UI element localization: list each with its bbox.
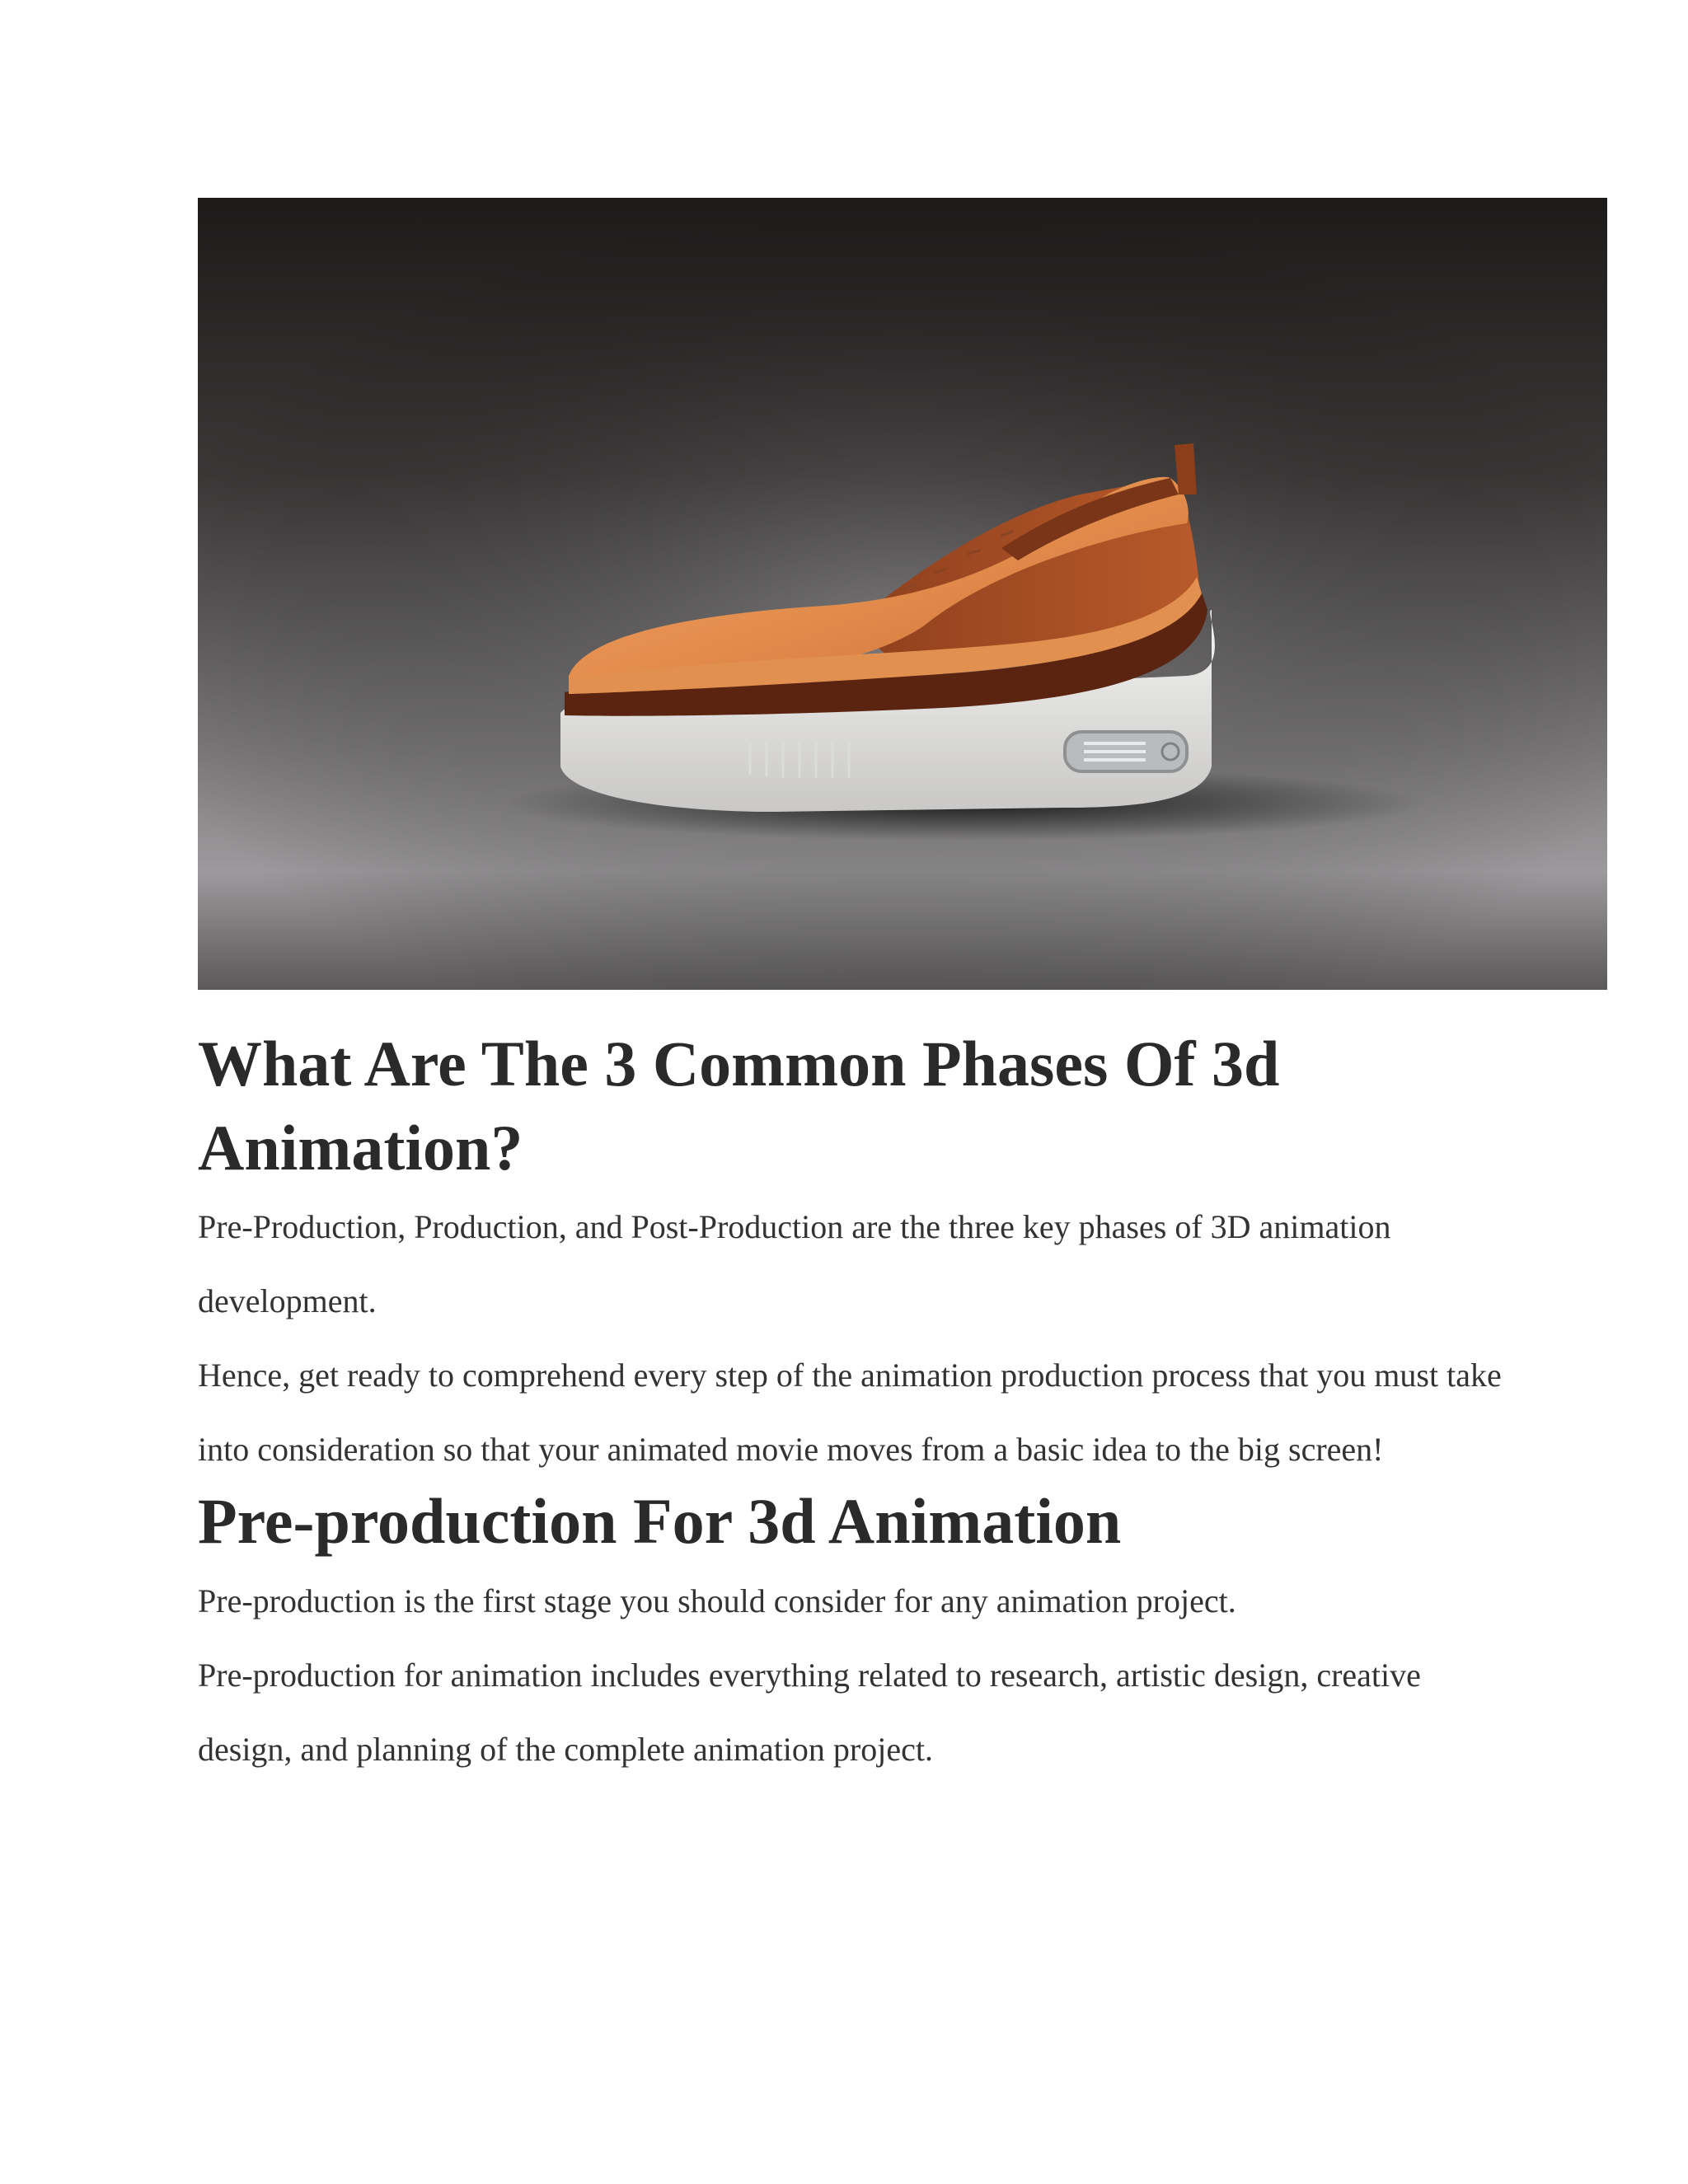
article-paragraph: Hence, get ready to comprehend every step of the animation production process that you must take into consideration so that your animated movie moves from a basic idea to the big screen!: [198, 1357, 1502, 1468]
article-paragraph: Pre-Production, Production, and Post-Production are the three key phases of 3D animation development.: [198, 1208, 1391, 1319]
section-paragraph: Pre-production is the first stage you should consider for any animation project.: [198, 1582, 1236, 1619]
article-heading: What Are The 3 Common Phases Of 3d Animation?: [198, 1028, 1280, 1183]
section-heading: Pre-production For 3d Animation: [198, 1485, 1122, 1557]
article-content: [198, 1022, 1517, 1787]
shoe-photo: [198, 198, 1607, 990]
section-paragraph: Pre-production for animation includes everything related to research, artistic design, creative design, and planning of the complete animation project.: [198, 1657, 1421, 1768]
hero-image: [198, 198, 1607, 990]
